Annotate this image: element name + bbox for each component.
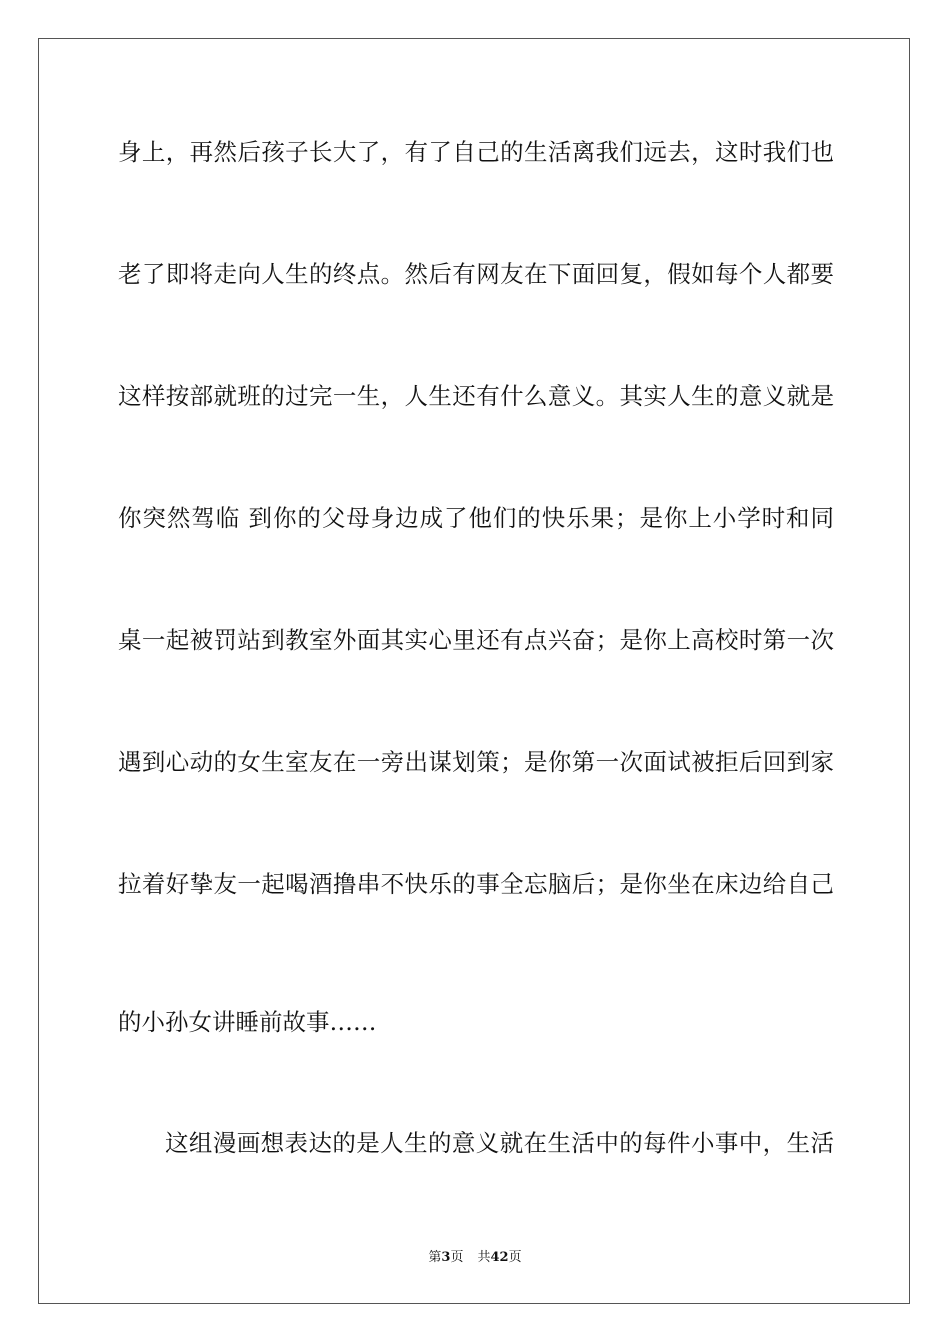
total-suffix: 页 [508,1250,522,1265]
body-line-4: 你突然驾临 到你的父母身边成了他们的快乐果；是你上小学时和同 [118,504,834,532]
body-line-2: 老了即将走向人生的终点。然后有网友在下面回复，假如每个人都要 [118,260,834,288]
page-prefix: 第 [428,1250,442,1265]
page-frame [38,38,910,1304]
body-line-1: 身上，再然后孩子长大了，有了自己的生活离我们远去，这时我们也 [118,138,834,166]
total-page-number: 42 [490,1250,509,1265]
body-line-8: 的小孙女讲睡前故事…… [118,1008,377,1036]
current-page-number: 3 [441,1250,451,1265]
body-line-6: 遇到心动的女生室友在一旁出谋划策；是你第一次面试被拒后回到家 [118,748,834,776]
body-line-3: 这样按部就班的过完一生，人生还有什么意义。其实人生的意义就是 [118,382,834,410]
body-line-5: 桌一起被罚站到教室外面其实心里还有点兴奋；是你上高校时第一次 [118,626,834,654]
page-suffix: 页 [450,1250,464,1265]
total-prefix: 共 [477,1250,491,1265]
body-line-9: 这组漫画想表达的是人生的意义就在生活中的每件小事中，生活 [165,1129,834,1157]
page-footer [0,1246,950,1265]
body-line-7: 拉着好挚友一起喝酒撸串不快乐的事全忘脑后；是你坐在床边给自己 [118,870,834,898]
